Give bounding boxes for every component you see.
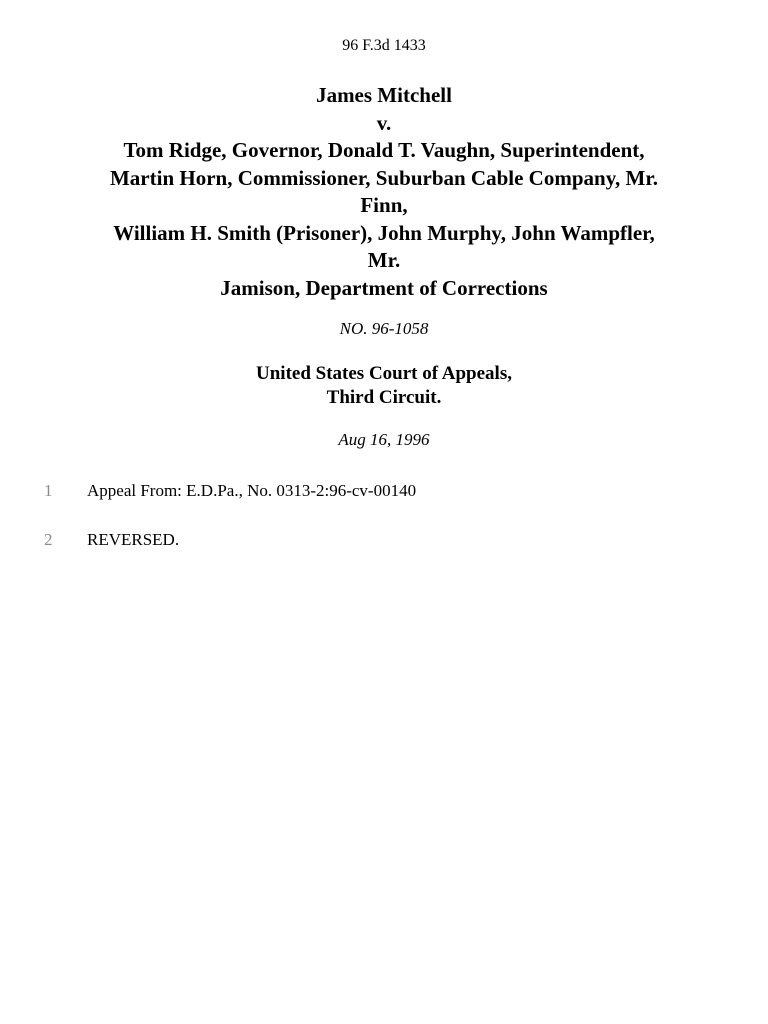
caption-line: Mr. xyxy=(367,248,401,272)
caption-line: William H. Smith (Prisoner), John Murphy, John Wampfler, xyxy=(113,220,655,245)
court-name xyxy=(0,362,768,410)
paragraph-number: 2 xyxy=(44,530,53,549)
caption-line: Tom Ridge, Governor, Donald T. Vaughn, Superintendent, xyxy=(123,138,645,162)
docket-number: NO. 96-1058 xyxy=(339,319,429,338)
case-caption xyxy=(20,82,748,302)
caption-line: Martin Horn, Commissioner, Suburban Cable Company, Mr. xyxy=(109,165,658,190)
court-line: Third Circuit. xyxy=(326,387,442,408)
caption-line: Jamison, Department of Corrections xyxy=(220,275,548,300)
caption-line: James Mitchell xyxy=(316,83,452,107)
citation: 96 F.3d 1433 xyxy=(342,37,426,54)
paragraph-text: Appeal From: E.D.Pa., No. 0313-2:96-cv-00140 xyxy=(87,481,417,500)
paragraph-text: REVERSED. xyxy=(87,530,180,549)
caption-line: v. xyxy=(376,110,392,135)
court-line: United States Court of Appeals, xyxy=(256,363,512,384)
paragraph-number: 1 xyxy=(44,481,53,500)
decision-date: Aug 16, 1996 xyxy=(338,430,430,449)
caption-line: Finn, xyxy=(360,193,408,217)
